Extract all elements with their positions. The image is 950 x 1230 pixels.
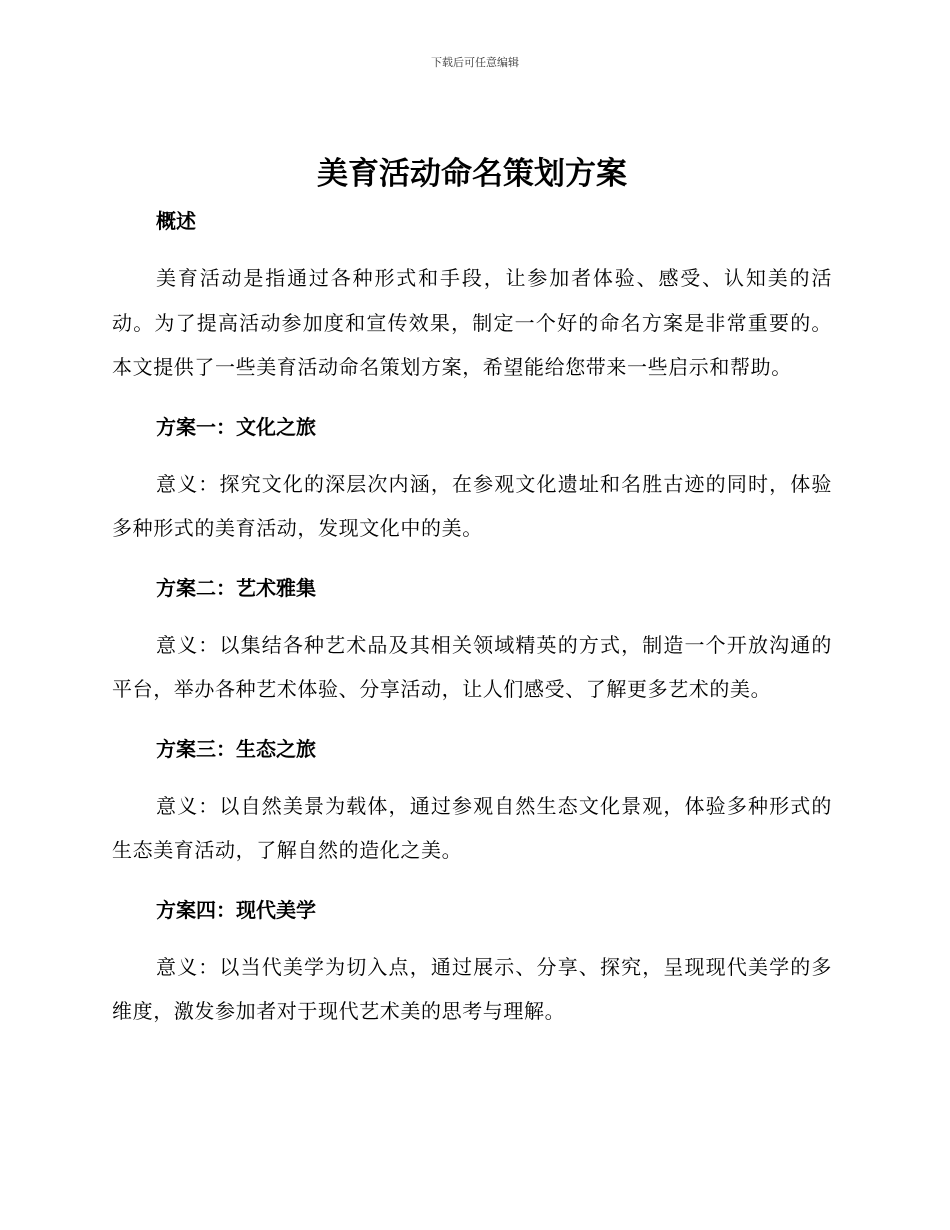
section-heading-plan-2: 方案二：艺术雅集 — [156, 575, 316, 600]
spacer — [112, 242, 832, 256]
spacer — [112, 931, 832, 945]
section-body-overview: 美育活动是指通过各种形式和手段，让参加者体验、感受、认知美的活动。为了提高活动参加度和宣传效果，制定一个好的命名方案是非常重要的。本文提供了一些美育活动命名策划方案，希望能给您带来一些启示和帮助。 — [112, 266, 832, 379]
section-heading-plan-1: 方案一：文化之旅 — [156, 414, 316, 439]
section-heading-plan-3: 方案三：生态之旅 — [156, 736, 316, 761]
spacer — [112, 551, 832, 567]
section-heading-plan-4: 方案四：现代美学 — [156, 897, 316, 922]
spacer — [112, 712, 832, 728]
spacer — [112, 448, 832, 462]
document-content — [112, 148, 832, 1034]
spacer — [112, 390, 832, 406]
section-body-plan-2: 意义：以集结各种艺术品及其相关领域精英的方式，制造一个开放沟通的平台，举办各种艺术体验、分享活动，让人们感受、了解更多艺术的美。 — [112, 632, 832, 701]
section-body-plan-1: 意义：探究文化的深层次内涵，在参观文化遗址和名胜古迹的同时，体验多种形式的美育活动，发现文化中的美。 — [112, 471, 832, 540]
section-heading-overview: 概述 — [156, 209, 196, 233]
document-title: 美育活动命名策划方案 — [317, 156, 627, 192]
section-body-plan-3: 意义：以自然美景为载体，通过参观自然生态文化景观，体验多种形式的生态美育活动，了解自然的造化之美。 — [112, 793, 832, 862]
spacer — [112, 873, 832, 889]
page-header-note: 下载后可任意编辑 — [431, 56, 519, 69]
section-body-plan-4: 意义：以当代美学为切入点，通过展示、分享、探究，呈现现代美学的多维度，激发参加者对于现代艺术美的思考与理解。 — [112, 954, 832, 1023]
spacer — [112, 770, 832, 784]
spacer — [112, 609, 832, 623]
